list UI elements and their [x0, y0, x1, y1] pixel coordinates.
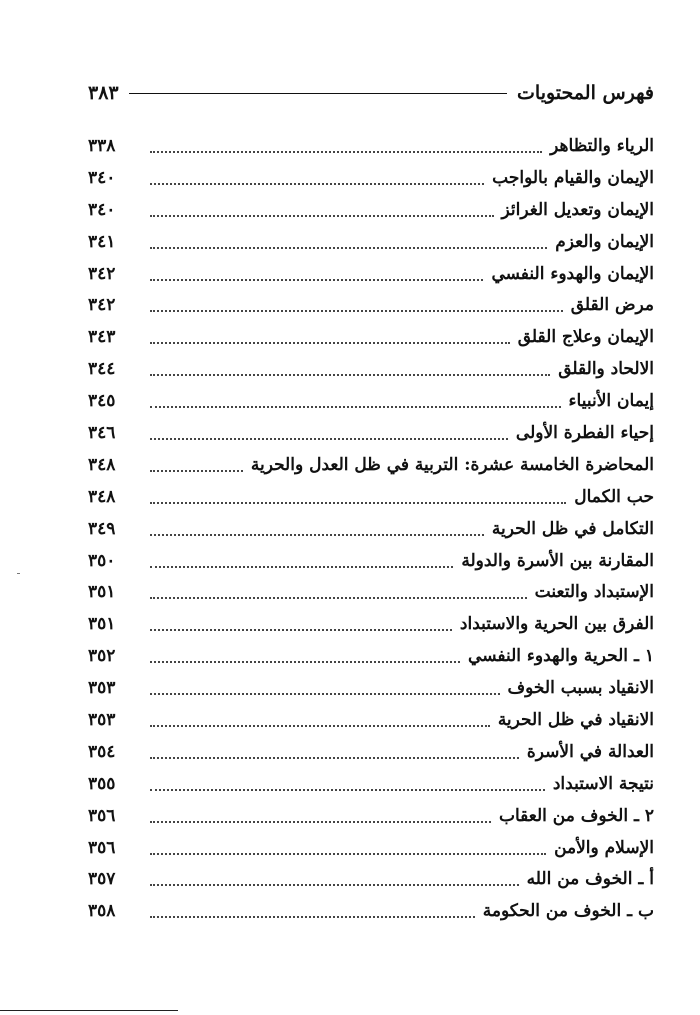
dot-leader	[150, 342, 510, 344]
dot-leader	[150, 629, 452, 631]
toc-entry-title: الإيمان وتعديل الغرائز	[501, 199, 654, 220]
toc-entry[interactable]	[88, 353, 654, 385]
toc-section-title: المحاضرة الخامسة عشرة: التربية في ظل العدل والحرية	[250, 454, 654, 475]
toc-entry[interactable]	[88, 226, 654, 258]
header-rule	[129, 93, 507, 94]
toc-entry[interactable]	[88, 895, 654, 927]
toc-entry-title: الإيمان والعزم	[555, 231, 654, 252]
toc-entry[interactable]	[88, 800, 654, 832]
toc-section-entry[interactable]	[88, 449, 654, 481]
dot-leader	[150, 406, 561, 408]
toc-entry[interactable]	[88, 704, 654, 736]
toc-entry-page: ٣٥٦	[88, 805, 116, 826]
toc-entry[interactable]	[88, 545, 654, 577]
toc-entry-page: ٣٤٨	[88, 486, 116, 507]
dot-leader	[150, 310, 563, 312]
dot-leader	[150, 853, 546, 855]
toc-entry-page: ٣٤٠	[88, 199, 116, 220]
toc-entry-page: ٣٥٠	[88, 550, 116, 571]
toc-entry-title: الالحاد والقلق	[558, 359, 654, 380]
toc-entry-title: مرض القلق	[570, 295, 654, 316]
dot-leader	[150, 884, 519, 886]
page-title: فهرس المحتويات	[517, 82, 654, 104]
dot-leader	[150, 279, 483, 281]
margin-mark	[17, 573, 20, 574]
toc-entry-page: ٣٥٦	[88, 837, 116, 858]
toc-entry[interactable]	[88, 576, 654, 608]
toc-entry[interactable]	[88, 672, 654, 704]
toc-entry-page: ٣٤٤	[88, 359, 116, 380]
toc-entry-page: ٣٥٨	[88, 901, 116, 922]
toc-entry-title: الفرق بين الحرية والاستبداد	[459, 614, 654, 635]
toc-entry-page: ٣٤٩	[88, 518, 116, 539]
toc-entry-title: الإستبداد والتعنت	[534, 582, 654, 603]
toc-entry[interactable]	[88, 481, 654, 513]
toc-entry-page: ٣٤٢	[88, 263, 116, 284]
toc-entry-page: ٣٥٥	[88, 773, 116, 794]
toc-entry-page: ٣٤١	[88, 231, 116, 252]
toc-entry-title: ١ ـ الحرية والهدوء النفسي	[468, 646, 654, 667]
toc-entry-title: إيمان الأنبياء	[568, 391, 654, 412]
toc-entry-title: الإيمان والقيام بالواجب	[492, 167, 654, 188]
page-header	[88, 80, 654, 106]
toc-entry[interactable]	[88, 130, 654, 162]
toc-entry-title: إحياء الفطرة الأولى	[515, 422, 654, 443]
dot-leader	[150, 151, 542, 153]
dot-leader	[150, 725, 490, 727]
toc-entry[interactable]	[88, 289, 654, 321]
header-page-number: ٣٨٣	[88, 82, 119, 104]
table-of-contents	[88, 130, 654, 927]
toc-entry-page: ٣٥٤	[88, 741, 116, 762]
dot-leader	[150, 470, 243, 472]
dot-leader	[150, 183, 484, 185]
toc-entry-page: ٣٤٦	[88, 422, 116, 443]
toc-entry-page: ٣٤٥	[88, 391, 116, 412]
toc-entry[interactable]	[88, 736, 654, 768]
toc-entry[interactable]	[88, 194, 654, 226]
toc-entry-page: ٣٥٣	[88, 678, 116, 699]
dot-leader	[150, 247, 547, 249]
toc-entry[interactable]	[88, 162, 654, 194]
toc-entry[interactable]	[88, 863, 654, 895]
toc-entry-title: حب الكمال	[574, 486, 654, 507]
toc-entry-title: نتيجة الاستبداد	[552, 773, 654, 794]
toc-entry-title: الانقياد بسبب الخوف	[507, 678, 654, 699]
toc-entry-page: ٣٥٣	[88, 709, 116, 730]
toc-entry-page: ٣٥١	[88, 614, 116, 635]
dot-leader	[150, 597, 527, 599]
toc-entry[interactable]	[88, 608, 654, 640]
dot-leader	[150, 566, 453, 568]
toc-entry-title: الانقياد في ظل الحرية	[497, 709, 654, 730]
toc-entry[interactable]	[88, 640, 654, 672]
toc-entry[interactable]	[88, 417, 654, 449]
toc-entry-page: ٣٣٨	[88, 135, 116, 156]
dot-leader	[150, 374, 550, 376]
footnote-rule	[0, 1010, 178, 1011]
toc-entry-title: ٢ ـ الخوف من العقاب	[498, 805, 654, 826]
toc-entry[interactable]	[88, 321, 654, 353]
toc-entry-page: ٣٤٢	[88, 295, 116, 316]
toc-entry-page: ٣٥١	[88, 582, 116, 603]
toc-entry-title: ب ـ الخوف من الحكومة	[482, 901, 654, 922]
toc-entry[interactable]	[88, 768, 654, 800]
toc-entry-title: الإيمان والهدوء النفسي	[491, 263, 654, 284]
dot-leader	[150, 661, 460, 663]
toc-entry-page: ٣٥٧	[88, 869, 116, 890]
dot-leader	[150, 534, 484, 536]
toc-entry-page: ٣٥٢	[88, 646, 116, 667]
toc-entry-title: التكامل في ظل الحرية	[491, 518, 654, 539]
dot-leader	[150, 215, 494, 217]
toc-entry-page: ٣٤٠	[88, 167, 116, 188]
toc-entry[interactable]	[88, 832, 654, 864]
toc-entry-title: أ ـ الخوف من الله	[526, 869, 654, 890]
dot-leader	[150, 916, 475, 918]
toc-entry-title: الإيمان وعلاج القلق	[517, 327, 654, 348]
toc-entry[interactable]	[88, 385, 654, 417]
toc-entry-title: العدالة في الأسرة	[526, 741, 654, 762]
toc-entry-title: الإسلام والأمن	[554, 837, 654, 858]
dot-leader	[150, 502, 566, 504]
toc-entry-page: ٣٤٣	[88, 327, 116, 348]
dot-leader	[150, 789, 545, 791]
dot-leader	[150, 438, 508, 440]
toc-entry[interactable]	[88, 513, 654, 545]
toc-entry-title: المقارنة بين الأسرة والدولة	[461, 550, 654, 571]
toc-entry[interactable]	[88, 258, 654, 290]
toc-entry-title: الرياء والتظاهر	[550, 135, 654, 156]
toc-entry-page: ٣٤٨	[88, 454, 116, 475]
dot-leader	[150, 821, 491, 823]
dot-leader	[150, 693, 500, 695]
dot-leader	[150, 757, 519, 759]
